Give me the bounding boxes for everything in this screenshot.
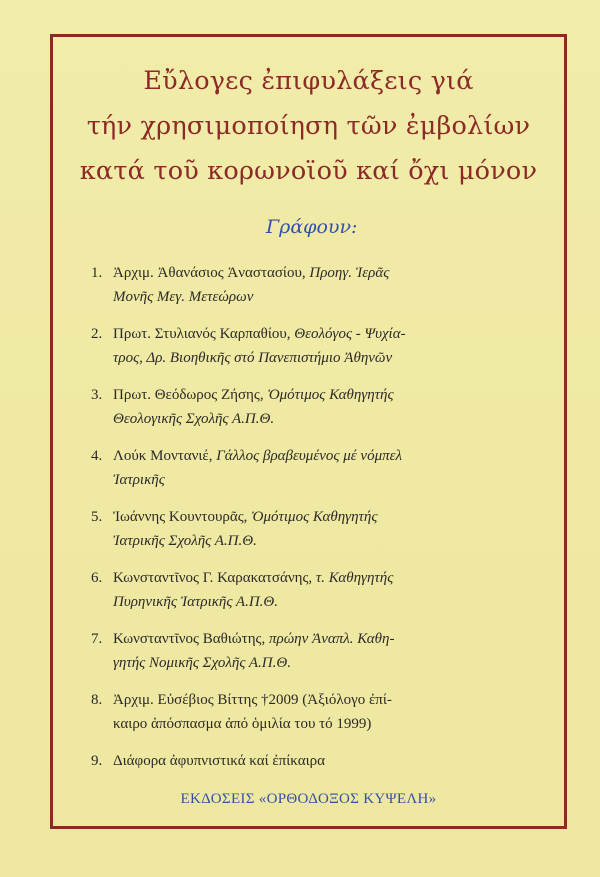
author-line-1 xyxy=(91,444,541,468)
author-description-cont: Ἰατρικῆς xyxy=(113,472,165,488)
title-line: τήν χρησιμοποίηση τῶν ἐμβολίων xyxy=(86,111,531,141)
author-line-1 xyxy=(91,688,541,712)
author-description: Προηγ. Ἱερᾶς xyxy=(309,265,390,281)
author-name: Πρωτ. Στυλιανός Καρπαθίου, xyxy=(113,326,291,342)
author-line-1 xyxy=(91,627,541,651)
author-name: Πρωτ. Θεόδωρος Ζήσης, xyxy=(113,387,264,403)
item-number: 1. xyxy=(91,265,103,281)
author-item xyxy=(91,688,541,736)
author-description-cont: καιρο ἀπόσπασμα ἀπό ὁμιλία του τό 1999) xyxy=(113,716,372,732)
author-name: Ἀρχιμ. Ἀθανάσιος Ἀναστασίου, xyxy=(113,265,306,281)
item-number: 2. xyxy=(91,326,103,342)
author-item xyxy=(91,322,541,370)
cover-frame xyxy=(50,34,567,829)
author-description-cont: Μονῆς Μεγ. Μετεώρων xyxy=(113,289,254,305)
author-name: Λούκ Μοντανιέ, xyxy=(113,448,213,464)
item-number: 6. xyxy=(91,570,103,586)
author-line-1 xyxy=(91,322,541,346)
author-description: Ὁμότιμος Καθηγητής xyxy=(267,387,394,403)
author-line-1 xyxy=(91,383,541,407)
author-name: Ἰωάννης Κουντουρᾶς, xyxy=(113,509,248,525)
title-line: Εὔλογες ἐπιφυλάξεις γιά xyxy=(143,66,474,96)
author-description: (Ἀξιόλογο ἐπί- xyxy=(302,692,392,708)
author-line-1 xyxy=(91,261,541,285)
item-number: 8. xyxy=(91,692,103,708)
author-item xyxy=(91,383,541,431)
author-description-cont: Πυρηνικῆς Ἰατρικῆς Α.Π.Θ. xyxy=(113,594,279,610)
publisher-name: ΕΚΔΟΣΕΙΣ «ΟΡΘΟΔΟΞΟΣ ΚΥΨΕΛΗ» xyxy=(180,791,437,807)
author-description: Ὁμότιμος Καθηγητής xyxy=(251,509,378,525)
author-description-cont: Θεολογικῆς Σχολῆς Α.Π.Θ. xyxy=(113,411,275,427)
author-description-cont: Ἰατρικῆς Σχολῆς Α.Π.Θ. xyxy=(113,533,257,549)
author-line-1 xyxy=(91,749,541,773)
author-description-cont: γητής Νομικῆς Σχολῆς Α.Π.Θ. xyxy=(113,655,291,671)
item-number: 7. xyxy=(91,631,103,647)
author-item xyxy=(91,627,541,675)
book-title xyxy=(53,59,564,194)
title-line: κατά τοῦ κορωνοϊοῦ καί ὄχι μόνον xyxy=(79,156,538,186)
author-name: Διάφορα ἀφυπνιστικά καί ἐπίκαιρα xyxy=(113,753,325,769)
writers-heading: Γράφουν: xyxy=(266,216,358,238)
author-name: Ἀρχιμ. Εὐσέβιος Βίττης †2009 xyxy=(113,692,299,708)
item-number: 5. xyxy=(91,509,103,525)
author-description: Γάλλος βραβευμένος μέ νόμπελ xyxy=(216,448,403,464)
author-description: Θεολόγος - Ψυχία- xyxy=(294,326,406,342)
author-name: Κωνσταντῖνος Βαθιώτης, xyxy=(113,631,266,647)
author-description-cont: τρος, Δρ. Βιοηθικῆς στό Πανεπιστήμιο Ἀθηνῶν xyxy=(113,350,393,366)
author-line-1 xyxy=(91,505,541,529)
author-item xyxy=(91,566,541,614)
item-number: 4. xyxy=(91,448,103,464)
author-item xyxy=(91,505,541,553)
author-item xyxy=(91,444,541,492)
author-name: Κωνσταντῖνος Γ. Καρακατσάνης, xyxy=(113,570,313,586)
author-item xyxy=(91,261,541,309)
author-description: τ. Καθηγητής xyxy=(315,570,394,586)
author-line-1 xyxy=(91,566,541,590)
item-number: 9. xyxy=(91,753,103,769)
author-item xyxy=(91,749,541,773)
item-number: 3. xyxy=(91,387,103,403)
author-description: πρώην Ἀναπλ. Καθη- xyxy=(269,631,395,647)
